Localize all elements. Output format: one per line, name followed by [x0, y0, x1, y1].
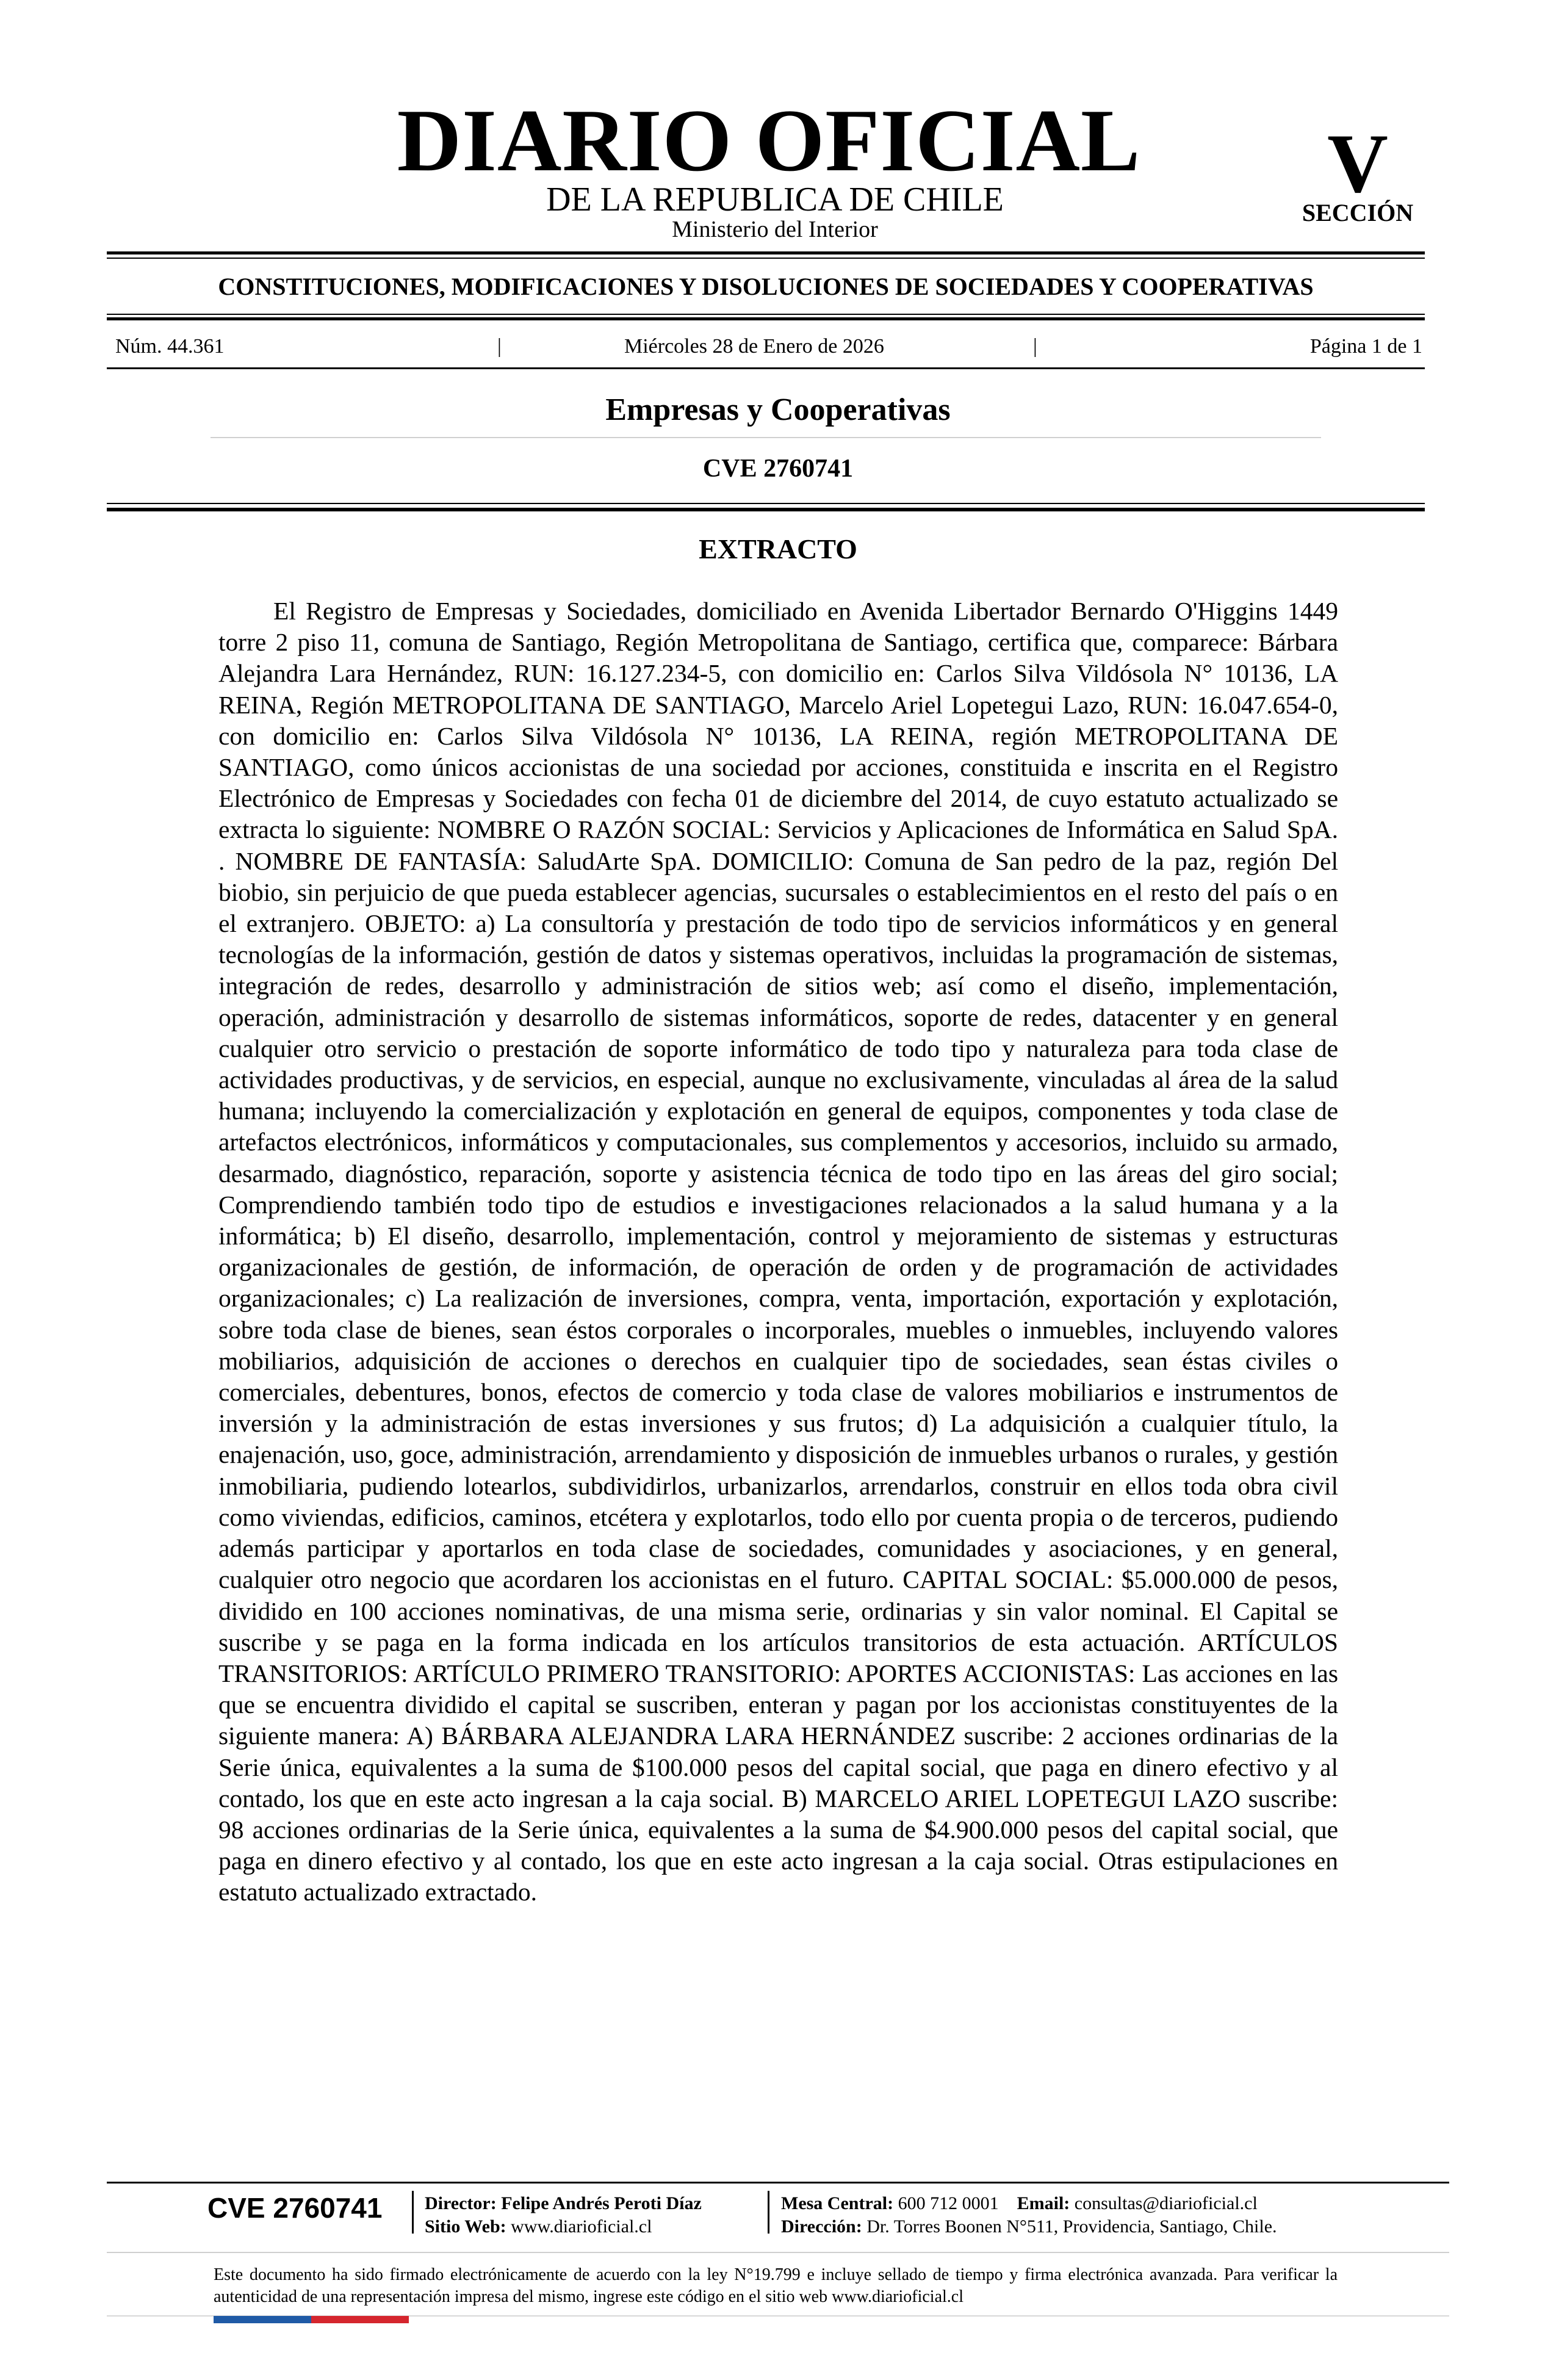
section-letter: V: [1327, 117, 1388, 210]
website-link[interactable]: www.diarioficial.cl: [511, 2216, 652, 2237]
footer-divider-left: [412, 2191, 414, 2234]
director-label: Director:: [425, 2193, 497, 2213]
footer-top-rule: [107, 2182, 1449, 2183]
issue-info-row: [113, 333, 1425, 360]
email-link[interactable]: consultas@diarioficial.cl: [1074, 2193, 1258, 2213]
banner-top-rule-thin: [107, 258, 1425, 259]
category-banner: CONSTITUCIONES, MODIFICACIONES Y DISOLUCIONES DE SOCIEDADES Y COOPERATIVAS: [218, 273, 1314, 300]
footer-divider-right: [768, 2191, 769, 2234]
issue-separator-right: |: [1033, 335, 1037, 358]
section-label: SECCIÓN: [1302, 199, 1414, 226]
footer-cve-code: CVE 2760741: [207, 2192, 383, 2224]
footer-director-block: [425, 2192, 702, 2238]
masthead-ministry: Ministerio del Interior: [672, 217, 878, 242]
footer-contact-block: [781, 2192, 1277, 2238]
document-body: El Registro de Empresas y Sociedades, domiciliado en Avenida Libertador Bernardo O'Higgins 1449 torre 2 piso 11, comuna de Santiago, Región Metropolitana de Santiago, certifica que, comparece: Bárbara Alejandra Lara Hernández, RUN: 16.127.234-5, con domicilio en: Carlos Silva Vildósola N° 10136, LA REINA, Región METROPOLITANA DE SANTIAGO, Marcelo Ariel Lopetegui Lazo, RUN: 16.047.654-0, con domicilio en: Carlos Silva Vildósola N° 10136, LA REINA, región METROPOLITANA DE SANTIAGO, como únicos accionistas de una sociedad por acciones, constituida e inscrita en el Registro Electrónico de Empresas y Sociedades con fecha 01 de diciembre del 2014, de cuyo estatuto actualizado se extracta lo siguiente: NOMBRE O RAZÓN SOCIAL: Servicios y Aplicaciones de Informática en Salud SpA. . NOMBRE DE FANTASÍA: SaludArte SpA. DOMICILIO: Comuna de San pedro de la paz, región Del biobio, sin perjuicio de que pueda establecer agencias, sucursales o establecimientos en el resto del país o en el extranjero. OBJETO: a) La consultoría y prestación de todo tipo de servicios informáticos y en general tecnologías de la información, gestión de datos y sistemas operativos, incluidas la programación de sistemas, integración de redes, desarrollo y administración de sitios web; así como el diseño, implementación, operación, administración y desarrollo de sistemas informáticos, soporte de redes, datacenter y en general cualquier otro servicio o prestación de soporte informático de todo tipo y naturaleza para toda clase de actividades productivas, y de servicios, en especial, aunque no exclusivamente, vinculadas al área de la salud humana; incluyendo la comercialización y explotación en general de equipos, componentes y toda clase de artefactos electrónicos, informáticos y computacionales, sus complementos y accesorios, incluido su armado, desarmado, diagnóstico, reparación, soporte y asistencia técnica de todo tipo en las áreas del giro social; Comprendiendo también todo tipo de estudios e investigaciones relacionados a la salud humana y a la informática; b) El diseño, desarrollo, implementación, control y mejoramiento de sistemas y estructuras organizacionales de gestión, de información, de operación de orden y de programación de actividades organizacionales; c) La realización de inversiones, compra, venta, importación, exportación y explotación, sobre toda clase de bienes, sean éstos corporales o incorporales, muebles o inmuebles, incluyendo valores mobiliarios, adquisición de acciones o derechos en cualquier tipo de sociedades, sean éstas civiles o comerciales, debentures, bonos, efectos de comercio y toda clase de valores mobiliarios e instrumentos de inversión y la administración de estas inversiones y sus frutos; d) La adquisición a cualquier título, la enajenación, uso, goce, administración, arrendamiento y disposición de inmuebles urbanos o rurales, y gestión inmobiliaria, pudiendo lotearlos, subdividirlos, urbanizarlos, arrendarlos, construir en ellos toda obra civil como viviendas, edificios, caminos, etcétera y explotarlos, todo ello por cuenta propia o de terceros, pudiendo además participar y aportarlos en toda clase de sociedades, comunidades y asociaciones, y en general, cualquier otro negocio que acordaren los accionistas en el futuro. CAPITAL SOCIAL: $5.000.000 de pesos, dividido en 100 acciones nominativas, de una misma serie, ordinarias y sin valor nominal. El Capital se suscribe y se paga en la forma indicada en los artículos transitorios de esta actuación. ARTÍCULOS TRANSITORIOS: ARTÍCULO PRIMERO TRANSITORIO: APORTES ACCIONISTAS: Las acciones en las que se encuentra dividido el capital se suscriben, enteran y pagan por los accionistas constituyentes de la siguiente manera: A) BÁRBARA ALEJANDRA LARA HERNÁNDEZ suscribe: 2 acciones ordinarias de la Serie única, equivalentes a la suma de $100.000 pesos del capital social, que paga en dinero efectivo y al contado, los que en este acto ingresan a la caja social. B) MARCELO ARIEL LOPETEGUI LAZO suscribe: 98 acciones ordinarias de la Serie única, equivalentes a la suma de $4.900.000 pesos del capital social, que paga en dinero efectivo y al contado, los que en este acto ingresan a la caja social. Otras estipulaciones en estatuto actualizado extractado.: [218, 597, 1338, 1906]
cve-code: CVE 2760741: [702, 455, 854, 483]
issue-bottom-rule: [107, 367, 1425, 369]
website-label: Sitio Web:: [425, 2216, 506, 2237]
document-title: EXTRACTO: [699, 533, 857, 564]
header-end-rule-thin: [107, 503, 1425, 504]
masthead-subtitle: DE LA REPUBLICA DE CHILE: [546, 181, 1004, 218]
address-label: Dirección:: [781, 2216, 862, 2237]
masthead-title: DIARIO OFICIAL: [397, 91, 1141, 190]
phone-label: Mesa Central:: [781, 2193, 894, 2213]
banner-bottom-rule-thin: [107, 314, 1425, 315]
flag-stripe-blue: [214, 2316, 311, 2323]
director-name: Felipe Andrés Peroti Díaz: [501, 2193, 702, 2213]
issue-separator-left: |: [497, 335, 502, 358]
footer-mid-rule: [107, 2252, 1449, 2253]
issue-number: Núm. 44.361: [115, 335, 225, 358]
phone-value: 600 712 0001: [898, 2193, 999, 2213]
section-title-underline: [211, 437, 1321, 438]
banner-top-rule: [107, 251, 1425, 254]
issue-page: Página 1 de 1: [1309, 335, 1422, 358]
flag-stripe-red: [311, 2316, 409, 2323]
banner-bottom-rule: [107, 317, 1425, 320]
header-end-rule: [107, 508, 1425, 511]
legal-notice: Este documento ha sido firmado electrónicamente de acuerdo con la ley N°19.799 e incluye sellado de tiempo y firma electrónica avanzada. Para verificar la autenticidad de una representación impresa del mismo, ingrese este código en el sitio web www.diarioficial.cl: [214, 2265, 1338, 2306]
email-label: Email:: [1017, 2193, 1070, 2213]
issue-date: Miércoles 28 de Enero de 2026: [624, 335, 884, 358]
address-value: Dr. Torres Boonen N°511, Providencia, Santiago, Chile.: [866, 2216, 1277, 2237]
section-title: Empresas y Cooperativas: [605, 392, 951, 427]
